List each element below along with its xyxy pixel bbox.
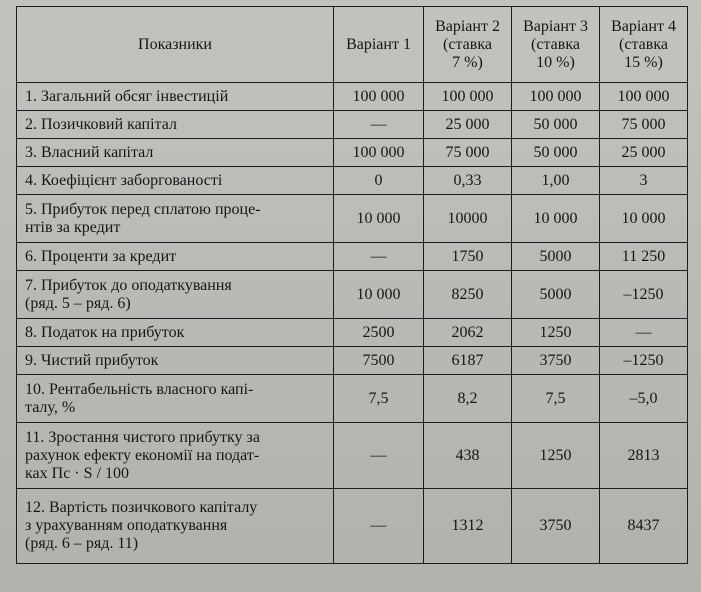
cell-variant-1: 10 000 <box>334 271 424 319</box>
cell-variant-1: — <box>334 243 424 271</box>
cell-variant-4: 75 000 <box>600 111 688 139</box>
header-variant-1: Варіант 1 <box>334 7 424 83</box>
cell-variant-3: 1250 <box>512 319 600 347</box>
cell-variant-3: 5000 <box>512 243 600 271</box>
cell-variant-3: 1250 <box>512 423 600 489</box>
cell-variant-2: 10000 <box>424 195 512 243</box>
row-label: 7. Прибуток до оподаткування (ряд. 5 – ряд. 6) <box>17 271 334 319</box>
table-row <box>17 83 688 111</box>
cell-variant-2: 1312 <box>424 489 512 564</box>
cell-variant-3: 50 000 <box>512 111 600 139</box>
table-row <box>17 319 688 347</box>
table-row <box>17 423 688 489</box>
row-label: 12. Вартість позичкового капіталу з урахуванням оподаткування (ряд. 6 – ряд. 11) <box>17 489 334 564</box>
cell-variant-3: 10 000 <box>512 195 600 243</box>
cell-variant-4: 3 <box>600 167 688 195</box>
cell-variant-3: 5000 <box>512 271 600 319</box>
cell-variant-1: 0 <box>334 167 424 195</box>
cell-variant-3: 3750 <box>512 489 600 564</box>
table-row <box>17 167 688 195</box>
cell-variant-2: 8,2 <box>424 375 512 423</box>
cell-variant-1: 2500 <box>334 319 424 347</box>
cell-variant-3: 3750 <box>512 347 600 375</box>
table-row <box>17 139 688 167</box>
row-label: 8. Податок на прибуток <box>17 319 334 347</box>
cell-variant-1: 10 000 <box>334 195 424 243</box>
cell-variant-2: 6187 <box>424 347 512 375</box>
table-row <box>17 195 688 243</box>
header-variant-3: Варіант 3 (ставка 10 %) <box>512 7 600 83</box>
cell-variant-2: 438 <box>424 423 512 489</box>
cell-variant-4: –5,0 <box>600 375 688 423</box>
cell-variant-2: 0,33 <box>424 167 512 195</box>
cell-variant-2: 75 000 <box>424 139 512 167</box>
cell-variant-4: 11 250 <box>600 243 688 271</box>
cell-variant-1: 100 000 <box>334 83 424 111</box>
cell-variant-3: 100 000 <box>512 83 600 111</box>
cell-variant-1: — <box>334 111 424 139</box>
cell-variant-1: 100 000 <box>334 139 424 167</box>
row-label: 6. Проценти за кредит <box>17 243 334 271</box>
row-label: 3. Власний капітал <box>17 139 334 167</box>
cell-variant-2: 8250 <box>424 271 512 319</box>
table-row <box>17 375 688 423</box>
cell-variant-4: 100 000 <box>600 83 688 111</box>
row-label: 4. Коефіцієнт заборгованості <box>17 167 334 195</box>
header-variant-2: Варіант 2 (ставка 7 %) <box>424 7 512 83</box>
cell-variant-3: 1,00 <box>512 167 600 195</box>
row-label: 10. Рентабельність власного капі- талу, % <box>17 375 334 423</box>
row-label: 1. Загальний обсяг інвестицій <box>17 83 334 111</box>
cell-variant-2: 1750 <box>424 243 512 271</box>
row-label: 2. Позичковий капітал <box>17 111 334 139</box>
cell-variant-4: — <box>600 319 688 347</box>
cell-variant-4: 10 000 <box>600 195 688 243</box>
header-indicators: Показники <box>17 7 334 83</box>
cell-variant-4: 2813 <box>600 423 688 489</box>
cell-variant-1: — <box>334 423 424 489</box>
cell-variant-4: 25 000 <box>600 139 688 167</box>
cell-variant-1: — <box>334 489 424 564</box>
cell-variant-2: 100 000 <box>424 83 512 111</box>
investment-variants-table <box>16 6 688 564</box>
cell-variant-2: 25 000 <box>424 111 512 139</box>
table-row <box>17 243 688 271</box>
cell-variant-4: –1250 <box>600 347 688 375</box>
cell-variant-1: 7500 <box>334 347 424 375</box>
header-variant-4: Варіант 4 (ставка 15 %) <box>600 7 688 83</box>
cell-variant-3: 7,5 <box>512 375 600 423</box>
cell-variant-1: 7,5 <box>334 375 424 423</box>
row-label: 11. Зростання чистого прибутку за рахунок ефекту економії на подат- ках Пс · S / 100 <box>17 423 334 489</box>
row-label: 9. Чистий прибуток <box>17 347 334 375</box>
table-header-row <box>17 7 688 83</box>
cell-variant-3: 50 000 <box>512 139 600 167</box>
cell-variant-4: –1250 <box>600 271 688 319</box>
table-row <box>17 347 688 375</box>
table-row <box>17 271 688 319</box>
row-label: 5. Прибуток перед сплатою проце- нтів за кредит <box>17 195 334 243</box>
cell-variant-2: 2062 <box>424 319 512 347</box>
table-row <box>17 489 688 564</box>
table-row <box>17 111 688 139</box>
cell-variant-4: 8437 <box>600 489 688 564</box>
